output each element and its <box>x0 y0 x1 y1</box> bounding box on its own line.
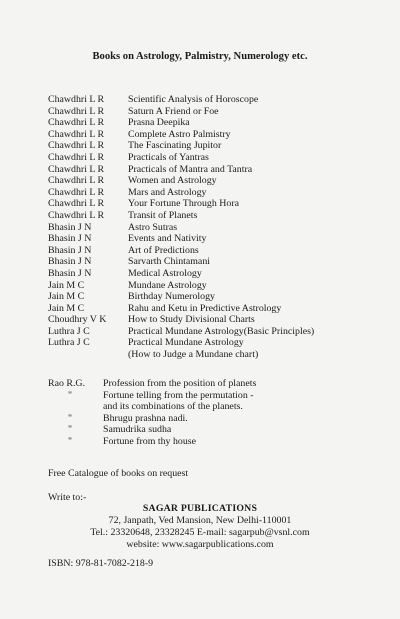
publisher-website: website: www.sagarpublications.com <box>126 539 274 550</box>
book-author: Chawdhri L R <box>48 105 105 117</box>
book-title: Events and Nativity <box>128 233 207 245</box>
book-title: Transit of Planets <box>128 209 198 221</box>
ditto-mark: " <box>68 435 73 447</box>
book-author <box>48 349 128 361</box>
publisher-name: SAGAR PUBLICATIONS <box>142 503 258 514</box>
list-item <box>48 117 314 129</box>
publisher-block <box>0 503 400 551</box>
book-author: Jain M C <box>48 302 85 314</box>
ditto-mark <box>48 401 103 413</box>
book-author: Jain M C <box>48 291 85 303</box>
book-author: Jain M C <box>48 279 85 291</box>
list-item <box>48 164 314 176</box>
catalogue-note: Free Catalogue of books on request <box>48 468 189 479</box>
book-title: Scientific Analysis of Horoscope <box>128 94 259 105</box>
book-author: Chawdhri L R <box>48 163 105 175</box>
list-item <box>48 94 314 106</box>
book-title: How to Study Divisional Charts <box>128 314 255 326</box>
book-title: Profession from the position of planets <box>103 378 257 389</box>
book-author: Bhasin J N <box>48 244 92 256</box>
book-title: Rahu and Ketu in Predictive Astrology <box>128 302 282 314</box>
book-title: Art of Predictions <box>128 244 199 256</box>
book-author: Chawdhri L R <box>48 140 105 152</box>
list-item <box>48 233 314 245</box>
book-title: Medical Astrology <box>128 267 202 279</box>
book-author: Chawdhri L R <box>48 209 105 221</box>
book-author: Chawdhri L R <box>48 186 105 198</box>
list-item <box>48 268 314 280</box>
list-item <box>48 291 314 303</box>
list-item <box>48 436 256 448</box>
book-title: Practicals of Yantras <box>128 151 209 163</box>
list-item <box>48 245 314 257</box>
list-item <box>48 175 314 187</box>
ditto-mark: " <box>68 412 73 424</box>
book-title: Bhrugu prashna nadi. <box>103 412 188 424</box>
list-item <box>48 349 314 361</box>
publisher-contact: Tel.: 23320648, 23328245 E-mail: sagarpub@vsnl.com <box>90 527 310 538</box>
book-title: Birthday Numerology <box>128 291 215 303</box>
book-author: Chawdhri L R <box>48 151 105 163</box>
list-item <box>48 401 256 413</box>
write-to-label: Write to:- <box>48 492 87 503</box>
book-author: Chawdhri L R <box>48 94 105 105</box>
book-title: Practicals of Mantra and Tantra <box>128 163 253 175</box>
book-title: Complete Astro Palmistry <box>128 128 231 140</box>
list-item <box>48 210 314 222</box>
list-item <box>48 187 314 199</box>
ditto-mark: " <box>68 389 73 401</box>
list-item <box>48 129 314 141</box>
list-item <box>48 280 314 292</box>
list-item <box>48 106 314 118</box>
book-title: Fortune from thy house <box>103 435 196 447</box>
list-item <box>48 140 314 152</box>
rao-book-list <box>48 378 256 448</box>
list-item <box>48 256 314 268</box>
book-title: and its combinations of the planets. <box>103 401 243 413</box>
book-title: Mundane Astrology <box>128 279 207 291</box>
book-author: Chawdhri L R <box>48 128 105 140</box>
book-author: Bhasin J N <box>48 267 92 279</box>
list-item <box>48 198 314 210</box>
list-heading: Books on Astrology, Palmistry, Numerology etc. <box>92 51 308 62</box>
book-title: Practical Mundane Astrology(Basic Principles) <box>128 325 315 337</box>
book-list <box>48 94 314 361</box>
book-author: Bhasin J N <box>48 256 92 268</box>
list-item <box>48 390 256 402</box>
book-title: Practical Mundane Astrology <box>128 337 244 349</box>
book-title: Sarvarth Chintamani <box>128 256 210 268</box>
book-title: (How to Judge a Mundane chart) <box>128 349 259 361</box>
book-author: Bhasin J N <box>48 233 92 245</box>
book-title: Mars and Astrology <box>128 186 207 198</box>
book-author: Luthra J C <box>48 337 90 349</box>
book-author: Chawdhri L R <box>48 198 105 210</box>
book-title: Saturn A Friend or Foe <box>128 105 219 117</box>
book-author: Rao R.G. <box>48 378 86 389</box>
list-item <box>48 222 314 234</box>
list-item <box>48 152 314 164</box>
book-title: Samudrika sudha <box>103 424 172 436</box>
book-title: The Fascinating Jupitor <box>128 140 222 152</box>
book-title: Astro Sutras <box>128 221 178 233</box>
book-title: Fortune telling from the permutation - <box>103 389 254 401</box>
list-item <box>48 424 256 436</box>
list-item <box>48 326 314 338</box>
book-author: Luthra J C <box>48 325 90 337</box>
book-author: Chawdhri L R <box>48 175 105 187</box>
list-item <box>48 314 314 326</box>
list-item <box>48 413 256 425</box>
publisher-address: 72, Janpath, Ved Mansion, New Delhi-110001 <box>108 515 292 526</box>
list-item <box>48 337 314 349</box>
book-title: Prasna Deepika <box>128 117 190 129</box>
isbn: ISBN: 978-81-7082-218-9 <box>48 558 154 569</box>
book-title: Women and Astrology <box>128 175 217 187</box>
book-author: Bhasin J N <box>48 221 92 233</box>
book-title: Your Fortune Through Hora <box>128 198 240 210</box>
book-author: Choudhry V K <box>48 314 107 326</box>
book-author: Chawdhri L R <box>48 117 105 129</box>
ditto-mark: " <box>68 424 73 436</box>
list-item <box>48 303 314 315</box>
list-item <box>48 378 256 390</box>
